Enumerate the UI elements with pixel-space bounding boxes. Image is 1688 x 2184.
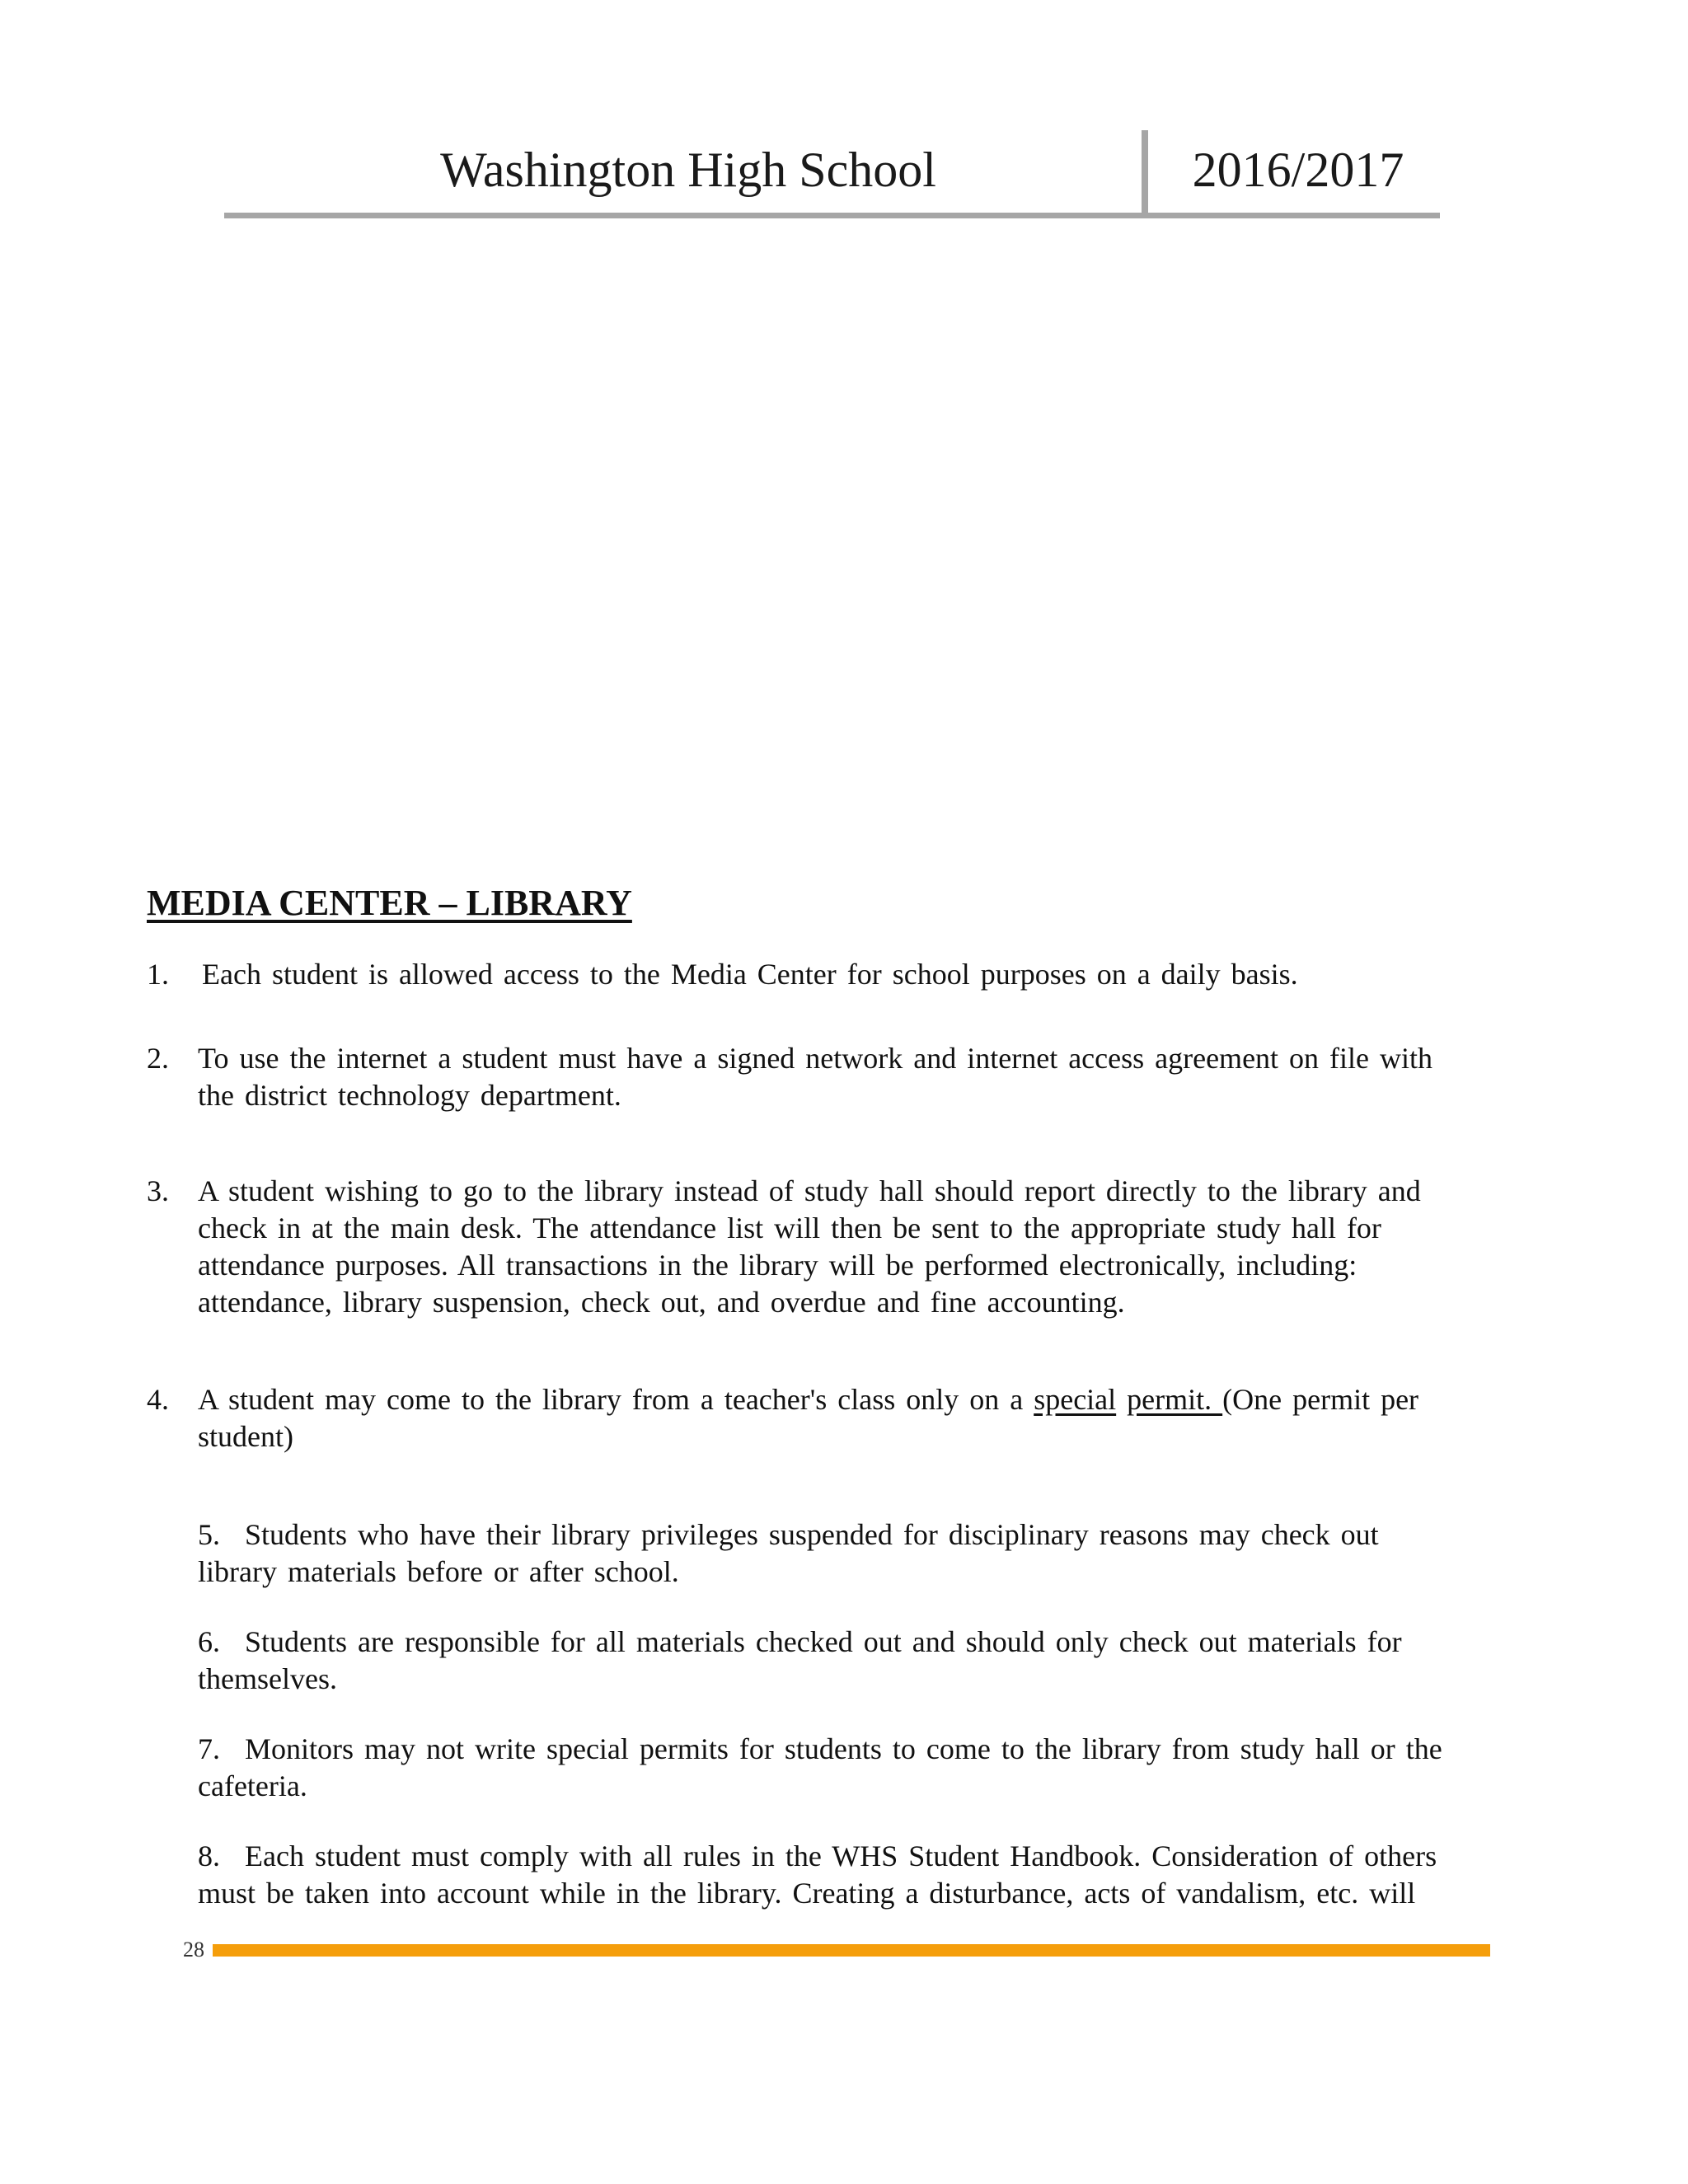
- underlined-permit: permit.: [1127, 1383, 1223, 1416]
- item-text-line: To use the internet a student must have a signed network and internet access agreement on file with: [198, 1042, 1433, 1075]
- item-text: Each student is allowed access to the Media Center for school purposes on a daily basis.: [202, 958, 1298, 991]
- item-text-line: check in at the main desk. The attendance list will then be sent to the appropriate study hall for: [198, 1212, 1381, 1244]
- header-divider: [1142, 130, 1148, 216]
- item-text-line: [198, 1381, 1517, 1418]
- header-school-name: Washington High School: [440, 143, 936, 197]
- item-text-line: cafeteria.: [198, 1769, 307, 1802]
- item-number: 5.: [198, 1518, 220, 1551]
- section-title: MEDIA CENTER – LIBRARY: [147, 883, 632, 923]
- item-text-line: attendance, library suspension, check out, and overdue and fine accounting.: [198, 1286, 1125, 1319]
- item-number: 6.: [198, 1625, 220, 1658]
- header-rule: [224, 213, 1440, 218]
- item-text-line: must be taken into account while in the library. Creating a disturbance, acts of vandalism, etc. will: [198, 1877, 1416, 1910]
- item-number: 2.: [147, 1042, 169, 1075]
- item-text: Students are responsible for all materials checked out and should only check out materials for: [245, 1625, 1402, 1658]
- item-text-line: student): [198, 1420, 293, 1453]
- underlined-special: special: [1034, 1383, 1117, 1416]
- page-number: 28: [183, 1938, 204, 1961]
- item-number: 7.: [198, 1732, 220, 1765]
- item-text-line: [198, 1731, 1517, 1768]
- item-text: Monitors may not write special permits for students to come to the library from study hall or the: [245, 1732, 1442, 1765]
- item-number: 1.: [147, 958, 169, 991]
- item-number: 3.: [147, 1174, 169, 1207]
- item-text-pre: A student may come to the library from a teacher's class only on a: [198, 1383, 1034, 1416]
- item-text-line: library materials before or after school.: [198, 1555, 679, 1588]
- item-text-line: themselves.: [198, 1662, 337, 1695]
- footer-accent-rule: [213, 1944, 1490, 1957]
- item-number: 4.: [147, 1383, 169, 1416]
- item-text: Each student must comply with all rules in the WHS Student Handbook. Consideration of others: [245, 1840, 1437, 1872]
- item-text-line: [198, 1838, 1517, 1875]
- item-text-post: (One permit per: [1222, 1383, 1419, 1416]
- item-text-line: attendance purposes. All transactions in the library will be performed electronically, including:: [198, 1249, 1357, 1282]
- header-school-year: 2016/2017: [1192, 143, 1404, 197]
- item-text-line: [198, 1624, 1517, 1661]
- item-text-line: the district technology department.: [198, 1079, 621, 1112]
- item-text-line: [198, 1516, 1517, 1554]
- item-text-line: A student wishing to go to the library instead of study hall should report directly to the library and: [198, 1174, 1421, 1207]
- item-text: Students who have their library privileges suspended for disciplinary reasons may check out: [245, 1518, 1379, 1551]
- item-number: 8.: [198, 1840, 220, 1872]
